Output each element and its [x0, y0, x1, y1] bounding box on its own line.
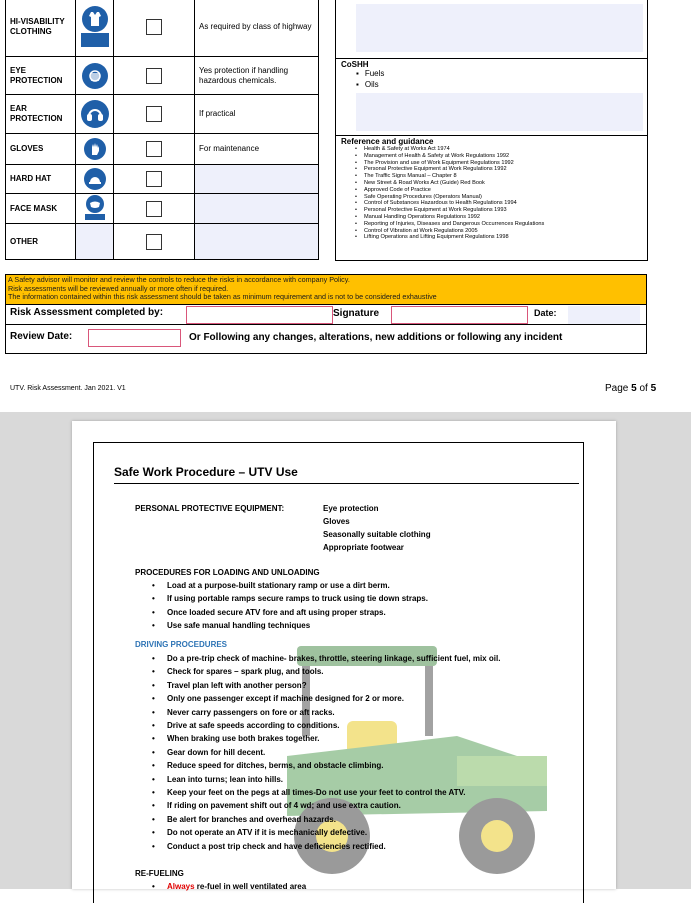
- list-item: • Lifting Operations and Lifting Equipment Regulations 1998: [364, 234, 544, 241]
- list-item: • Lean into turns; lean into hills.: [167, 773, 500, 786]
- list-item: • Health & Safety at Works Act 1974: [364, 146, 544, 153]
- list-item: • Manual Handling Operations Regulations 1992: [364, 214, 544, 221]
- ppe-note: [195, 194, 319, 224]
- list-item: • Do not operate an ATV if it is mechanically defective.: [167, 826, 500, 839]
- loading-heading: PROCEDURES FOR LOADING AND UNLOADING: [135, 568, 320, 577]
- refuel-list: [167, 880, 306, 893]
- list-item: Eye protection: [323, 504, 379, 513]
- list-item: • Approved Code of Practice: [364, 187, 544, 194]
- review-date-label: Review Date:: [10, 331, 73, 342]
- notice-line: The information contained within this risk assessment should be taken as minimum requirement and is not to be considered exhaustive: [8, 292, 437, 302]
- gloves-icon: [84, 138, 106, 160]
- coshh-field[interactable]: [356, 93, 643, 131]
- hi-vis-sign-icon: [81, 33, 109, 47]
- list-item: • Management of Health & Safety at Work Regulations 1992: [364, 153, 544, 160]
- ppe-note: For maintenance: [195, 134, 319, 165]
- ppe-table: [5, 0, 319, 260]
- ppe-checkbox[interactable]: [146, 141, 162, 157]
- ppe-checkbox[interactable]: [146, 201, 162, 217]
- table-row: [6, 95, 319, 134]
- coshh-title: CoSHH: [341, 60, 369, 69]
- coshh-list: [356, 68, 384, 90]
- list-item: ▪ Oils: [356, 79, 384, 90]
- reference-section: [336, 136, 647, 260]
- ppe-note: [195, 224, 319, 260]
- hazard-info-panel: [335, 0, 648, 261]
- page-number: Page 5 of 5: [605, 383, 657, 394]
- risk-assessment-page: [0, 0, 691, 412]
- list-item: • Always re-fuel in well ventilated area: [167, 880, 306, 893]
- list-item: Seasonally suitable clothing: [323, 530, 431, 539]
- list-item: Gloves: [323, 517, 350, 526]
- list-item: • Safe Operating Procedures (Operators Manual): [364, 194, 544, 201]
- completed-by-field[interactable]: [186, 306, 333, 324]
- driving-heading: DRIVING PROCEDURES: [135, 640, 228, 649]
- notice-line: Risk assessments will be reviewed annually or more often if required.: [8, 283, 229, 293]
- list-item: • Do a pre-trip check of machine- brakes, throttle, steering linkage, sufficient fuel, mix oil.: [167, 652, 500, 665]
- list-item: • The Traffic Signs Manual – Chapter 8: [364, 173, 544, 180]
- refuel-heading: RE-FUELING: [135, 869, 184, 878]
- list-item: • Keep your feet on the pegs at all times-Do not use your feet to control the ATV.: [167, 786, 500, 799]
- list-item: • Conduct a post trip check and have deficiencies rectified.: [167, 840, 500, 853]
- list-item: • Personal Protective Equipment at Work Regulations 1992: [364, 166, 544, 173]
- driving-list: [167, 652, 500, 853]
- list-item: • Load at a purpose-built stationary ramp or use a dirt berm.: [167, 579, 428, 592]
- face-mask-icon: [86, 195, 104, 213]
- table-row: [6, 0, 319, 57]
- notes-field[interactable]: [356, 4, 643, 52]
- ppe-note: If practical: [195, 95, 319, 134]
- table-row: [6, 224, 319, 260]
- ppe-heading: PERSONAL PROTECTIVE EQUIPMENT:: [135, 504, 285, 513]
- table-row: [6, 194, 319, 224]
- ppe-label: HARD HAT: [6, 165, 76, 194]
- list-item: • Reduce speed for ditches, berms, and obstacle climbing.: [167, 759, 500, 772]
- ear-defenders-icon: [81, 100, 109, 128]
- loading-list: [167, 579, 428, 633]
- list-item: • Control of Substances Hazardous to Health Regulations 1994: [364, 200, 544, 207]
- ppe-list: [323, 502, 431, 554]
- list-item: ▪ Fuels: [356, 68, 384, 79]
- list-item: • Gear down for hill decent.: [167, 746, 500, 759]
- list-item: • Drive at safe speeds according to conditions.: [167, 719, 500, 732]
- list-item: • If riding on pavement shift out of 4 wd; and use extra caution.: [167, 799, 500, 812]
- list-item: • Never carry passengers on fore or aft racks.: [167, 706, 500, 719]
- ppe-note: [195, 165, 319, 194]
- face-mask-sign-icon: [85, 214, 105, 220]
- list-item: • Once loaded secure ATV fore and aft using proper straps.: [167, 606, 428, 619]
- list-item: • Control of Vibration at Work Regulations 2005: [364, 228, 544, 235]
- review-date-field[interactable]: [88, 329, 181, 347]
- completed-by-label: Risk Assessment completed by:: [10, 307, 164, 318]
- list-item: • Only one passenger except if machine designed for 2 or more.: [167, 692, 500, 705]
- safe-work-procedure-page: [72, 421, 616, 889]
- reference-list: [364, 146, 544, 241]
- notice-line: A Safety advisor will monitor and review the controls to reduce the risks in accordance with company Policy.: [8, 275, 350, 284]
- ppe-label: HI-VISABILITY CLOTHING: [6, 0, 76, 57]
- review-notice: [5, 274, 647, 305]
- list-item: • Be alert for branches and overhead hazards.: [167, 813, 500, 826]
- ppe-note: Yes protection if handling hazardous chemicals.: [195, 57, 319, 95]
- ppe-checkbox[interactable]: [146, 171, 162, 187]
- review-trigger-text: Or Following any changes, alterations, new additions or following any incident: [189, 332, 563, 343]
- hi-vis-vest-icon: [82, 6, 108, 32]
- other-icon-cell: [76, 224, 114, 260]
- ppe-checkbox[interactable]: [146, 106, 162, 122]
- footer-doc-ref: UTV. Risk Assessment. Jan 2021. V1: [10, 385, 126, 392]
- list-item: • Travel plan left with another person?: [167, 679, 500, 692]
- list-item: • Personal Protective Equipment at Work Regulations 1993: [364, 207, 544, 214]
- signoff-block: [5, 305, 647, 354]
- coshh-section: [336, 58, 647, 136]
- page-title: Safe Work Procedure – UTV Use: [114, 465, 298, 479]
- face-shield-icon: [82, 63, 108, 89]
- ppe-label: FACE MASK: [6, 194, 76, 224]
- ppe-checkbox[interactable]: [146, 68, 162, 84]
- ppe-label: EYE PROTECTION: [6, 57, 76, 95]
- hard-hat-icon: [84, 168, 106, 190]
- reference-title: Reference and guidance: [341, 137, 434, 146]
- list-item: • When braking use both brakes together.: [167, 732, 500, 745]
- list-item: • Use safe manual handling techniques: [167, 619, 428, 632]
- ppe-checkbox[interactable]: [146, 19, 162, 35]
- list-item: Appropriate footwear: [323, 543, 404, 552]
- signature-field[interactable]: [391, 306, 528, 324]
- list-item: • Reporting of Injuries, Diseases and Dangerous Occurrences Regulations: [364, 221, 544, 228]
- date-field[interactable]: [568, 306, 640, 324]
- ppe-checkbox[interactable]: [146, 234, 162, 250]
- ppe-note: As required by class of highway: [195, 0, 319, 57]
- table-row: [6, 134, 319, 165]
- signature-label: Signature: [333, 308, 380, 319]
- hazard-notes-section: [336, 0, 647, 59]
- table-row: [6, 165, 319, 194]
- list-item: • If using portable ramps secure ramps to truck using tie down straps.: [167, 592, 428, 605]
- date-label: Date:: [534, 308, 557, 318]
- ppe-label: OTHER: [6, 224, 76, 260]
- ppe-label: EAR PROTECTION: [6, 95, 76, 134]
- table-row: [6, 57, 319, 95]
- list-item: • The Provision and use of Work Equipment Regulations 1992: [364, 160, 544, 167]
- list-item: • New Street & Road Works Act (Guide) Red Book: [364, 180, 544, 187]
- ppe-label: GLOVES: [6, 134, 76, 165]
- list-item: • Check for spares – spark plug, and tools.: [167, 665, 500, 678]
